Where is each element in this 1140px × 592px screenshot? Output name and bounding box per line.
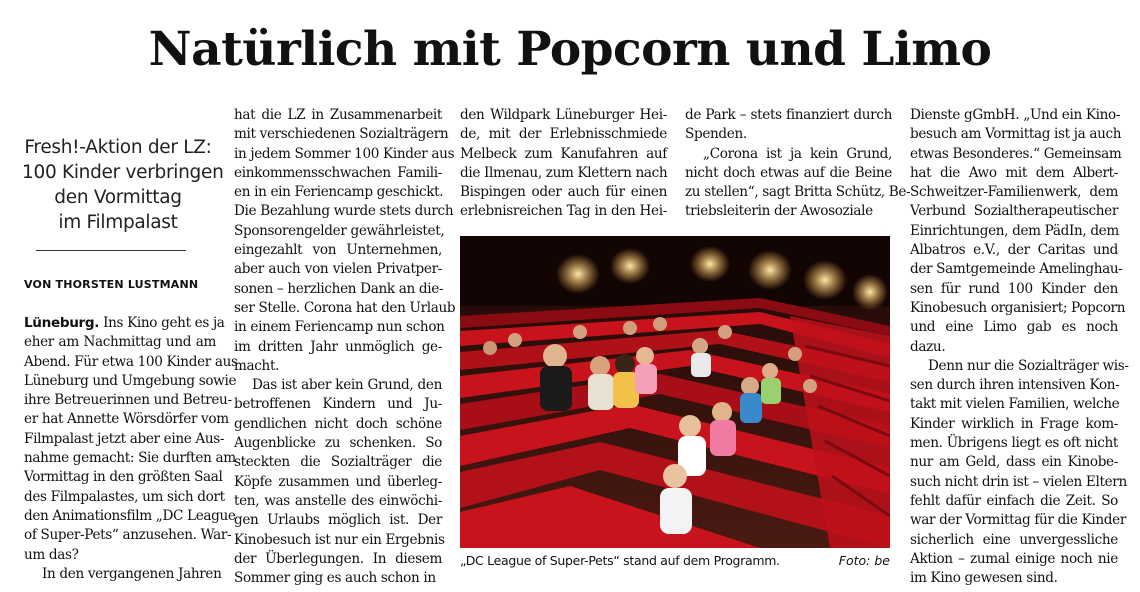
caption-text: „DC League of Super-Pets“ stand auf dem Programm. <box>460 553 780 568</box>
text-line: macht. <box>234 357 280 374</box>
text-line: besuch am Vormittag ist ja auch <box>910 126 1122 143</box>
text-line: in jedem Sommer 100 Kinder aus <box>234 145 455 162</box>
text-line: Das ist aber kein Grund, den <box>252 377 442 394</box>
text-line: sonen – herzlichen Dank an die- <box>234 280 444 297</box>
text-line: Kinder wirklich in Frage kom- <box>910 415 1118 432</box>
text-line: hat die Awo mit dem Albert- <box>910 164 1118 181</box>
kicker-line: im Filmpalast <box>58 212 178 233</box>
text-line: Sommer ging es auch schon in <box>234 570 436 587</box>
text-line: Melbeck zum Kanufahren auf <box>460 145 667 162</box>
text-line: Einrichtungen, dem PädIn, dem <box>910 222 1119 239</box>
text-line: such nicht drin ist – vielen Eltern <box>910 473 1127 490</box>
text-line: Bispingen oder auch für einen <box>460 184 667 201</box>
text-line: ihre Betreuerinnen und Betreu- <box>24 392 232 409</box>
text-line: betroffenen Kindern und Ju- <box>234 396 442 413</box>
headline: Natürlich mit Popcorn und Limo <box>148 22 992 77</box>
text-line: erlebnisreichen Tag in den Hei- <box>460 203 667 220</box>
text-line: Filmpalast jetzt aber eine Aus- <box>24 430 225 447</box>
text-line: sen für rund 100 Kinder den <box>910 280 1118 297</box>
text-line: etwas Besonderes.“ Gemeinsam <box>910 145 1122 162</box>
text-line: ten, was anstelle des einwöchi- <box>234 492 442 509</box>
kicker-line: 100 Kinder verbringen <box>22 162 224 183</box>
text-line: Spenden. <box>685 126 747 143</box>
kicker-line: den Vormittag <box>54 187 182 208</box>
text-line: sen durch ihren intensiven Kon- <box>910 377 1120 394</box>
text-line: Dienste gGmbH. „Und ein Kino- <box>910 107 1121 123</box>
text-line: Die Bezahlung wurde stets durch <box>234 203 454 220</box>
text-line: Schweitzer-Familienwerk, dem <box>910 184 1118 201</box>
text-line: die Ilmenau, zum Klettern nach <box>460 164 668 181</box>
text-line: takt mit vielen Familien, welche <box>910 396 1120 413</box>
divider <box>36 250 186 251</box>
text-line: er hat Annette Wörsdörfer vom <box>24 411 229 428</box>
text-line: um das? <box>24 546 79 563</box>
text-line: of Super-Pets“ anzusehen. War- <box>24 527 232 544</box>
text-line: eingezahlt von Unternehmen, <box>234 242 442 259</box>
text-line: Sponsorengelder gewährleistet, <box>234 222 445 239</box>
text-line: Abend. Für etwa 100 Kinder aus <box>24 353 238 370</box>
text-line-rest: Ins Kino geht es ja <box>99 315 225 331</box>
text-line: nicht doch etwas auf die Beine <box>685 164 892 181</box>
byline: VON THORSTEN LUSTMANN <box>24 278 199 291</box>
text-line: in einem Feriencamp nun schon <box>234 319 445 336</box>
text-line: einkommensschwachen Famili- <box>234 164 442 181</box>
text-line: In den vergangenen Jahren <box>42 565 222 582</box>
text-line: fehlt dafür einfach die Zeit. So <box>910 492 1118 509</box>
text-line: der Überlegungen. In diesem <box>234 550 442 567</box>
text-line: den Animationsfilm „DC League <box>24 507 236 524</box>
text-line: Verbund Sozialtherapeutischer <box>910 203 1118 220</box>
text-line: men. Übrigens liegt es oft nicht <box>910 435 1118 452</box>
text-line: de, mit der Erlebnisschmiede <box>460 126 667 143</box>
text-line <box>24 314 225 333</box>
text-line: nur am Geld, dass ein Kinobe- <box>910 454 1118 471</box>
photo-credit: Foto: be <box>838 553 890 568</box>
text-line: Denn nur die Sozialträger wis- <box>928 357 1129 374</box>
article-column-4 <box>685 106 911 222</box>
text-line: gendlichen nicht doch schöne <box>234 415 442 432</box>
text-line: Köpfe zusammen und überleg- <box>234 473 442 490</box>
text-line: mit verschiedenen Sozialträgern <box>234 126 449 143</box>
text-line: Albatros e.V., der Caritas und <box>910 242 1118 259</box>
text-line: Kinobesuch organisiert; Popcorn <box>910 299 1126 316</box>
text-line: Kinobesuch ist nur ein Ergebnis <box>234 531 445 548</box>
text-line: sicherlich eine unvergessliche <box>910 531 1118 548</box>
text-line: Augenblicke zu schenken. So <box>234 435 442 452</box>
text-line: Aktion – zumal einige noch nie <box>910 550 1118 567</box>
text-line: und eine Limo gab es noch <box>910 319 1118 336</box>
text-line: im dritten Jahr unmöglich ge- <box>234 338 442 355</box>
text-line: zu stellen“, sagt Britta Schütz, Be- <box>685 184 911 201</box>
text-line: Vormittag in den größten Saal <box>24 469 223 486</box>
kicker <box>22 135 224 235</box>
text-line: nahme gemacht: Sie durften am <box>24 450 236 467</box>
text-line: der Samtgemeinde Amelinghau- <box>910 261 1123 278</box>
dateline: Lüneburg. <box>24 315 100 331</box>
text-line: steckten die Sozialträger die <box>234 454 442 471</box>
kicker-line: Fresh!-Aktion der LZ: <box>24 137 212 158</box>
text-line: eher am Nachmittag und am <box>24 334 216 351</box>
article-column-3 <box>460 106 667 222</box>
text-line: aber auch von vielen Privatper- <box>234 261 442 278</box>
text-line: war der Vormittag für die Kinder <box>910 512 1126 529</box>
text-line: de Park – stets finanziert durch <box>685 107 892 123</box>
text-line: Lüneburg und Umgebung sowie <box>24 372 237 389</box>
text-line: „Corona ist ja kein Grund, <box>703 145 892 162</box>
text-line: hat die LZ in Zusammenarbeit <box>234 107 442 123</box>
text-line: triebsleiterin der Awosoziale <box>685 203 873 220</box>
cinema-photo <box>460 236 890 548</box>
text-line: den Wildpark Lüneburger Hei- <box>460 107 667 123</box>
text-line: des Filmpalastes, um sich dort <box>24 488 225 505</box>
text-line: im Kino gewesen sind. <box>910 570 1058 587</box>
text-line: gen Urlaubs möglich ist. Der <box>234 512 442 529</box>
text-line: ser Stelle. Corona hat den Urlaub <box>234 299 456 316</box>
text-line: en in ein Feriencamp geschickt. <box>234 184 444 201</box>
article-column-2 <box>234 106 456 588</box>
article-column-5 <box>910 106 1129 588</box>
article-column-1 <box>24 314 238 584</box>
text-line: dazu. <box>910 338 946 355</box>
cinema-photo-image <box>460 236 890 548</box>
